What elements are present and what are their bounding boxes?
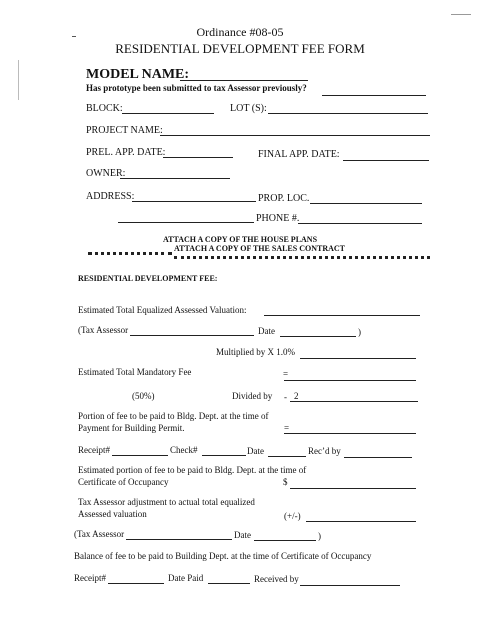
receipt-label: Receipt# [78,445,110,455]
address-label: ADDRESS: [86,191,135,202]
est-mandatory-fee-field[interactable] [284,380,416,381]
fee-section-title: RESIDENTIAL DEVELOPMENT FEE: [78,274,218,283]
final-app-date-label: FINAL APP. DATE: [258,149,340,160]
est-portion-field[interactable] [290,488,416,489]
ordinance-number: Ordinance #08-05 [196,25,284,39]
est-valuation-field[interactable] [264,315,420,316]
final-app-date-field[interactable] [343,160,429,161]
receipt-label-2: Receipt# [74,573,106,583]
prototype-question: Has prototype been submitted to tax Assessor previously? [86,83,307,93]
model-name-label: MODEL NAME: [86,67,190,82]
block-field[interactable] [122,113,214,114]
model-name-field[interactable] [180,80,308,81]
divisor-prefix: - [284,392,287,402]
date-field-2[interactable] [268,456,306,457]
prel-app-date-label: PREL. APP. DATE: [86,147,166,158]
portion-label-line2: Payment for Building Permit. [78,423,185,433]
check-label: Check# [170,445,198,455]
received-by-field[interactable] [300,585,400,586]
received-by-label: Received by [254,574,299,584]
est-portion-label-line1: Estimated portion of fee to be paid to Bldg. Dept. at the time of [78,465,307,475]
est-portion-label-line2: Certificate of Occupancy [78,477,169,487]
paren-close-1: ) [358,327,361,337]
prel-app-date-field[interactable] [163,157,233,158]
dotted-divider-left [88,252,172,255]
receipt-field-2[interactable] [108,583,164,584]
equals-sign-2: = [284,423,290,433]
project-name-label: PROJECT NAME: [86,125,163,136]
dotted-divider-right [174,256,430,259]
phone-field[interactable] [298,223,422,224]
portion-label-line1: Portion of fee to be paid to Bldg. Dept. at the time of [78,411,269,421]
address-field[interactable] [132,201,256,202]
attach-house-plans-note: ATTACH A COPY OF THE HOUSE PLANS [162,235,318,244]
owner-label: OWNER: [86,168,126,179]
form-title: RESIDENTIAL DEVELOPMENT FEE FORM [115,41,365,56]
date-paid-label: Date Paid [168,573,204,583]
check-field[interactable] [202,455,246,456]
date-label-3: Date [234,530,251,540]
prototype-answer-field[interactable] [322,95,426,96]
date-paid-field[interactable] [208,583,250,584]
owner-field[interactable] [120,178,230,179]
tax-assessor-label-2: (Tax Assessor [74,529,125,539]
tax-assessor-label-1: (Tax Assessor [78,325,129,335]
receipt-field[interactable] [112,455,168,456]
fifty-percent-label: (50%) [132,391,155,401]
divided-result-field[interactable] [290,401,418,402]
balance-label: Balance of fee to be paid to Building Dept. at the time of Certificate of Occupancy [74,551,372,561]
address-line-2-field[interactable] [118,222,254,223]
date-label-2: Date [247,446,264,456]
project-name-field[interactable] [160,135,430,136]
recd-by-field[interactable] [344,457,412,458]
date-label-1: Date [258,326,275,336]
prop-loc-field[interactable] [310,203,422,204]
portion-field[interactable] [284,433,416,434]
multiplied-result-field[interactable] [300,358,416,359]
scan-mark [18,60,19,100]
attach-sales-contract-note: ATTACH A COPY OF THE SALES CONTRACT [174,244,345,253]
block-label: BLOCK: [86,103,123,114]
multiplied-by-label: Multiplied by X 1.0% [216,347,295,357]
equals-sign-1: = [283,369,289,379]
date-field-3[interactable] [254,540,316,541]
plus-minus-label: (+/-) [284,511,301,521]
divisor-value: 2 [294,391,299,401]
lots-field[interactable] [268,113,428,114]
est-mandatory-fee-label: Estimated Total Mandatory Fee [78,367,192,377]
date-field-1[interactable] [280,336,356,337]
est-valuation-label: Estimated Total Equalized Assessed Valuation: [78,305,247,315]
scan-mark [451,14,471,15]
dollar-sign: $ [283,477,288,487]
divided-by-label: Divided by [232,391,273,401]
adjustment-label-line2: Assessed valuation [78,509,147,519]
lots-label: LOT (S): [230,103,267,114]
adjustment-field[interactable] [306,521,416,522]
tax-assessor-field-2[interactable] [126,539,232,540]
tax-assessor-field-1[interactable] [130,335,254,336]
paren-close-2: ) [318,531,321,541]
recd-by-label: Rec’d by [308,446,341,456]
phone-label: PHONE #. [256,213,300,224]
adjustment-label-line1: Tax Assessor adjustment to actual total equalized [78,497,255,507]
prop-loc-label: PROP. LOC. [258,193,310,204]
